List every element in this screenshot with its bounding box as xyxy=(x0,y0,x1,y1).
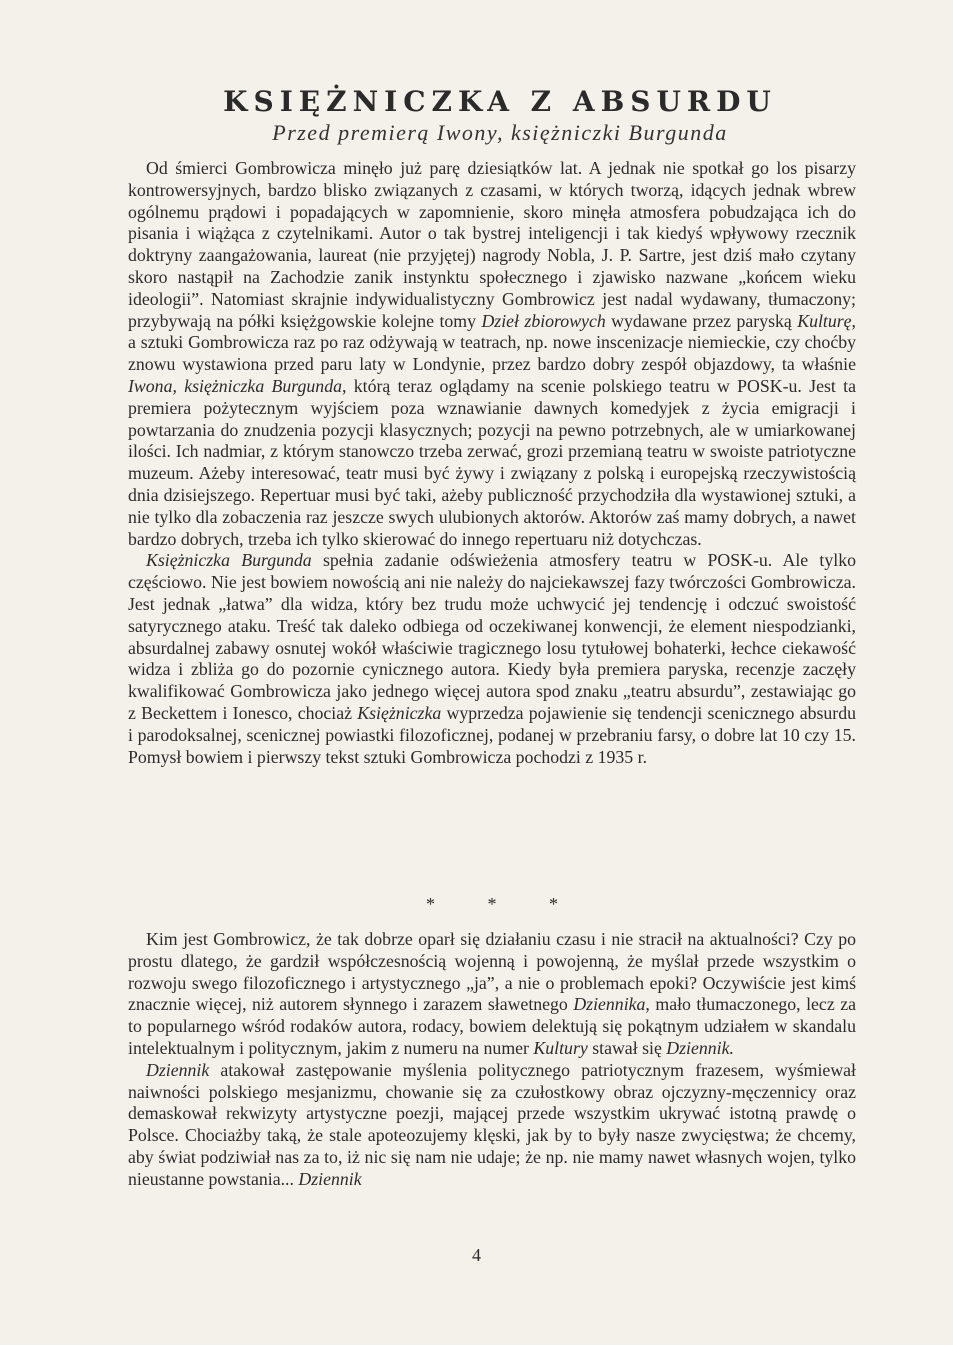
section-separator: * * * xyxy=(426,894,558,914)
article-title: KSIĘŻNICZKA Z ABSURDU xyxy=(223,85,777,118)
italic-run: Dzieł zbiorowych xyxy=(481,310,606,331)
text-run: , którą teraz oglądamy na scenie polskiego teatru w POSK-u. Jest ta premiera pożytecznym wyjściem poza wznawianie dawnych komedyjek z życia emigracji i powtarzania do znudzenia pozycji klasycznych; pozycji na pewno potrzebnych, ale w umiarkowanej ilości. Ich nadmiar, z którym stanowczo trzeba zerwać, grozi przemianą teatru w swoiste patriotyczne muzeum. Ażeby interesować, teatr musi być żywy i związany z polską i europejską rzeczywistością dnia dzisiejszego. Repertuar musi być taki, ażeby publiczność przychodziła dla wystawionej sztuki, a nie tylko dla zobaczenia raz jeszcze swych ulubionych aktorów. Aktorów zaś mamy dobrych, a nawet bardzo dobrych, trzeba ich tylko skierować do innego repertuaru niż dotychczas. xyxy=(128,375,856,549)
paragraph xyxy=(128,929,856,1060)
italic-run: Kultury xyxy=(533,1037,588,1058)
italic-run: Dziennik xyxy=(298,1168,362,1189)
page-number: 4 xyxy=(472,1245,481,1265)
text-run: Od śmierci Gombrowicza minęło już parę dziesiątków lat. A jednak nie spotkał go los pisarzy kontrowersyjnych, bardzo blisko związanych z czasami, w których tworzą, idących jednak wbrew ogólnemu prądowi i popadających w zapomnienie, skoro minęła atmosfera pobudzająca ich do pisania i wiążąca z czytelnikami. Autor o tak bystrej inteligencji i tak kiedyś wpływowy rzecznik doktryny zaangażowania, laureat (nie przyjętej) nagrody Nobla, J. P. Sartre, jest dziś mało czytany skoro nastąpił na Zachodzie zanik instynktu społecznego i zjawisko nazwane „końcem wieku ideologii”. Natomiast skrajnie indywidualistyczny Gombrowicz jest nadal wydawany, tłumaczony; przybywają na półki księżgowskie kolejne tomy xyxy=(128,158,856,331)
section-1 xyxy=(128,158,856,768)
text-run: Kim jest Gombrowicz, że tak dobrze oparł się działaniu czasu i nie stracił na aktualności? Czy po prostu dlatego, że gardził współczesnością wojenną i powojenną, że myślał przede wszystkim o rozwoju swego filozoficznego i artystycznego „ja”, a nie o problemach epoki? Oczywiście jest kimś znacznie więcej, niż autorem słynnego i zarazem sławetnego xyxy=(128,929,856,1015)
section-2 xyxy=(128,929,856,1191)
italic-run: Księżniczka xyxy=(357,702,442,723)
italic-run: Księżniczka Burgunda xyxy=(146,550,312,571)
italic-run: Iwona, księżniczka Burgunda xyxy=(128,375,342,396)
text-run: stawał się xyxy=(587,1037,667,1058)
italic-run: Dziennik xyxy=(146,1059,210,1080)
text-run: , a sztuki Gombrowicza raz po raz odżywają w teatrach, np. nowe inscenizacje niemieckie, czy choćby znowu wystawiona przed paru laty w Londynie, przez bardzo dobry zespół objazdowy, ta właśnie xyxy=(128,310,856,375)
text-run: atakował zastępowanie myślenia politycznego patriotycznym frazesem, wyśmiewał naiwności polskiego mesjanizmu, chowanie się za czułostkowy obraz ojczyzny-męczennicy oraz demaskował rekwizyty artystyczne poezji, mającej przede wszystkim ukrywać istotną prawdę o Polsce. Chociażby taką, że stale apoteozujemy klęski, jak by to były nasze zwycięstwa; że chcemy, aby świat podziwiał nas za to, iż nic się nam nie udaje; że np. nie mamy nawet własnych wojen, tylko nieustanne powstania... xyxy=(128,1059,856,1189)
italic-run: Dziennika, xyxy=(573,994,650,1015)
paragraph xyxy=(128,1060,856,1191)
text-run: wydawane przez paryską xyxy=(605,310,798,331)
italic-run: Dziennik. xyxy=(666,1037,734,1058)
text-run: spełnia zadanie odświeżenia atmosfery teatru w POSK-u. Ale tylko częściowo. Nie jest bowiem nowością ani nie należy do najciekawszej fazy twórczości Gombrowicza. Jest jednak „łatwa” dla widza, który bez trudu może uchwycić jej tendencję i odczuć swoistość satyrycznego ataku. Treść tak daleko odbiega od oczekiwanej konwencji, że element niespodzianki, absurdalnej zabawy osnutej wokół właściwie tragicznego losu tytułowej bohaterki, łechce ciekawość widza i zbliża go do pozornie cynicznego autora. Kiedy była premiera paryska, recenzje zaczęły kwalifikować Gombrowicza jako jednego więcej autora spod znaku „teatru absurdu”, zestawiając go z Beckettem i Ionesco, chociaż xyxy=(128,550,856,723)
text-run: mało tłumaczonego, lecz za to popularnego wśród rodaków autora, rodacy, bowiem delektują się pokątnym udziałem w skandalu intelektualnym i politycznym, jakim z numeru na numer xyxy=(128,994,856,1058)
text-run: wyprzedza pojawienie się tendencji scenicznego absurdu i parodoksalnej, scenicznej powiastki filozoficznej, podanej w przebraniu farsy, o dobre lat 10 czy 15. Pomysł bowiem i pierwszy tekst sztuki Gombrowicza pochodzi z 1935 r. xyxy=(128,702,856,767)
article-subtitle: Przed premierą Iwony, księżniczki Burgunda xyxy=(272,120,728,145)
paragraph xyxy=(128,550,856,768)
paragraph xyxy=(128,158,856,550)
italic-run: Kulturę xyxy=(797,310,852,331)
